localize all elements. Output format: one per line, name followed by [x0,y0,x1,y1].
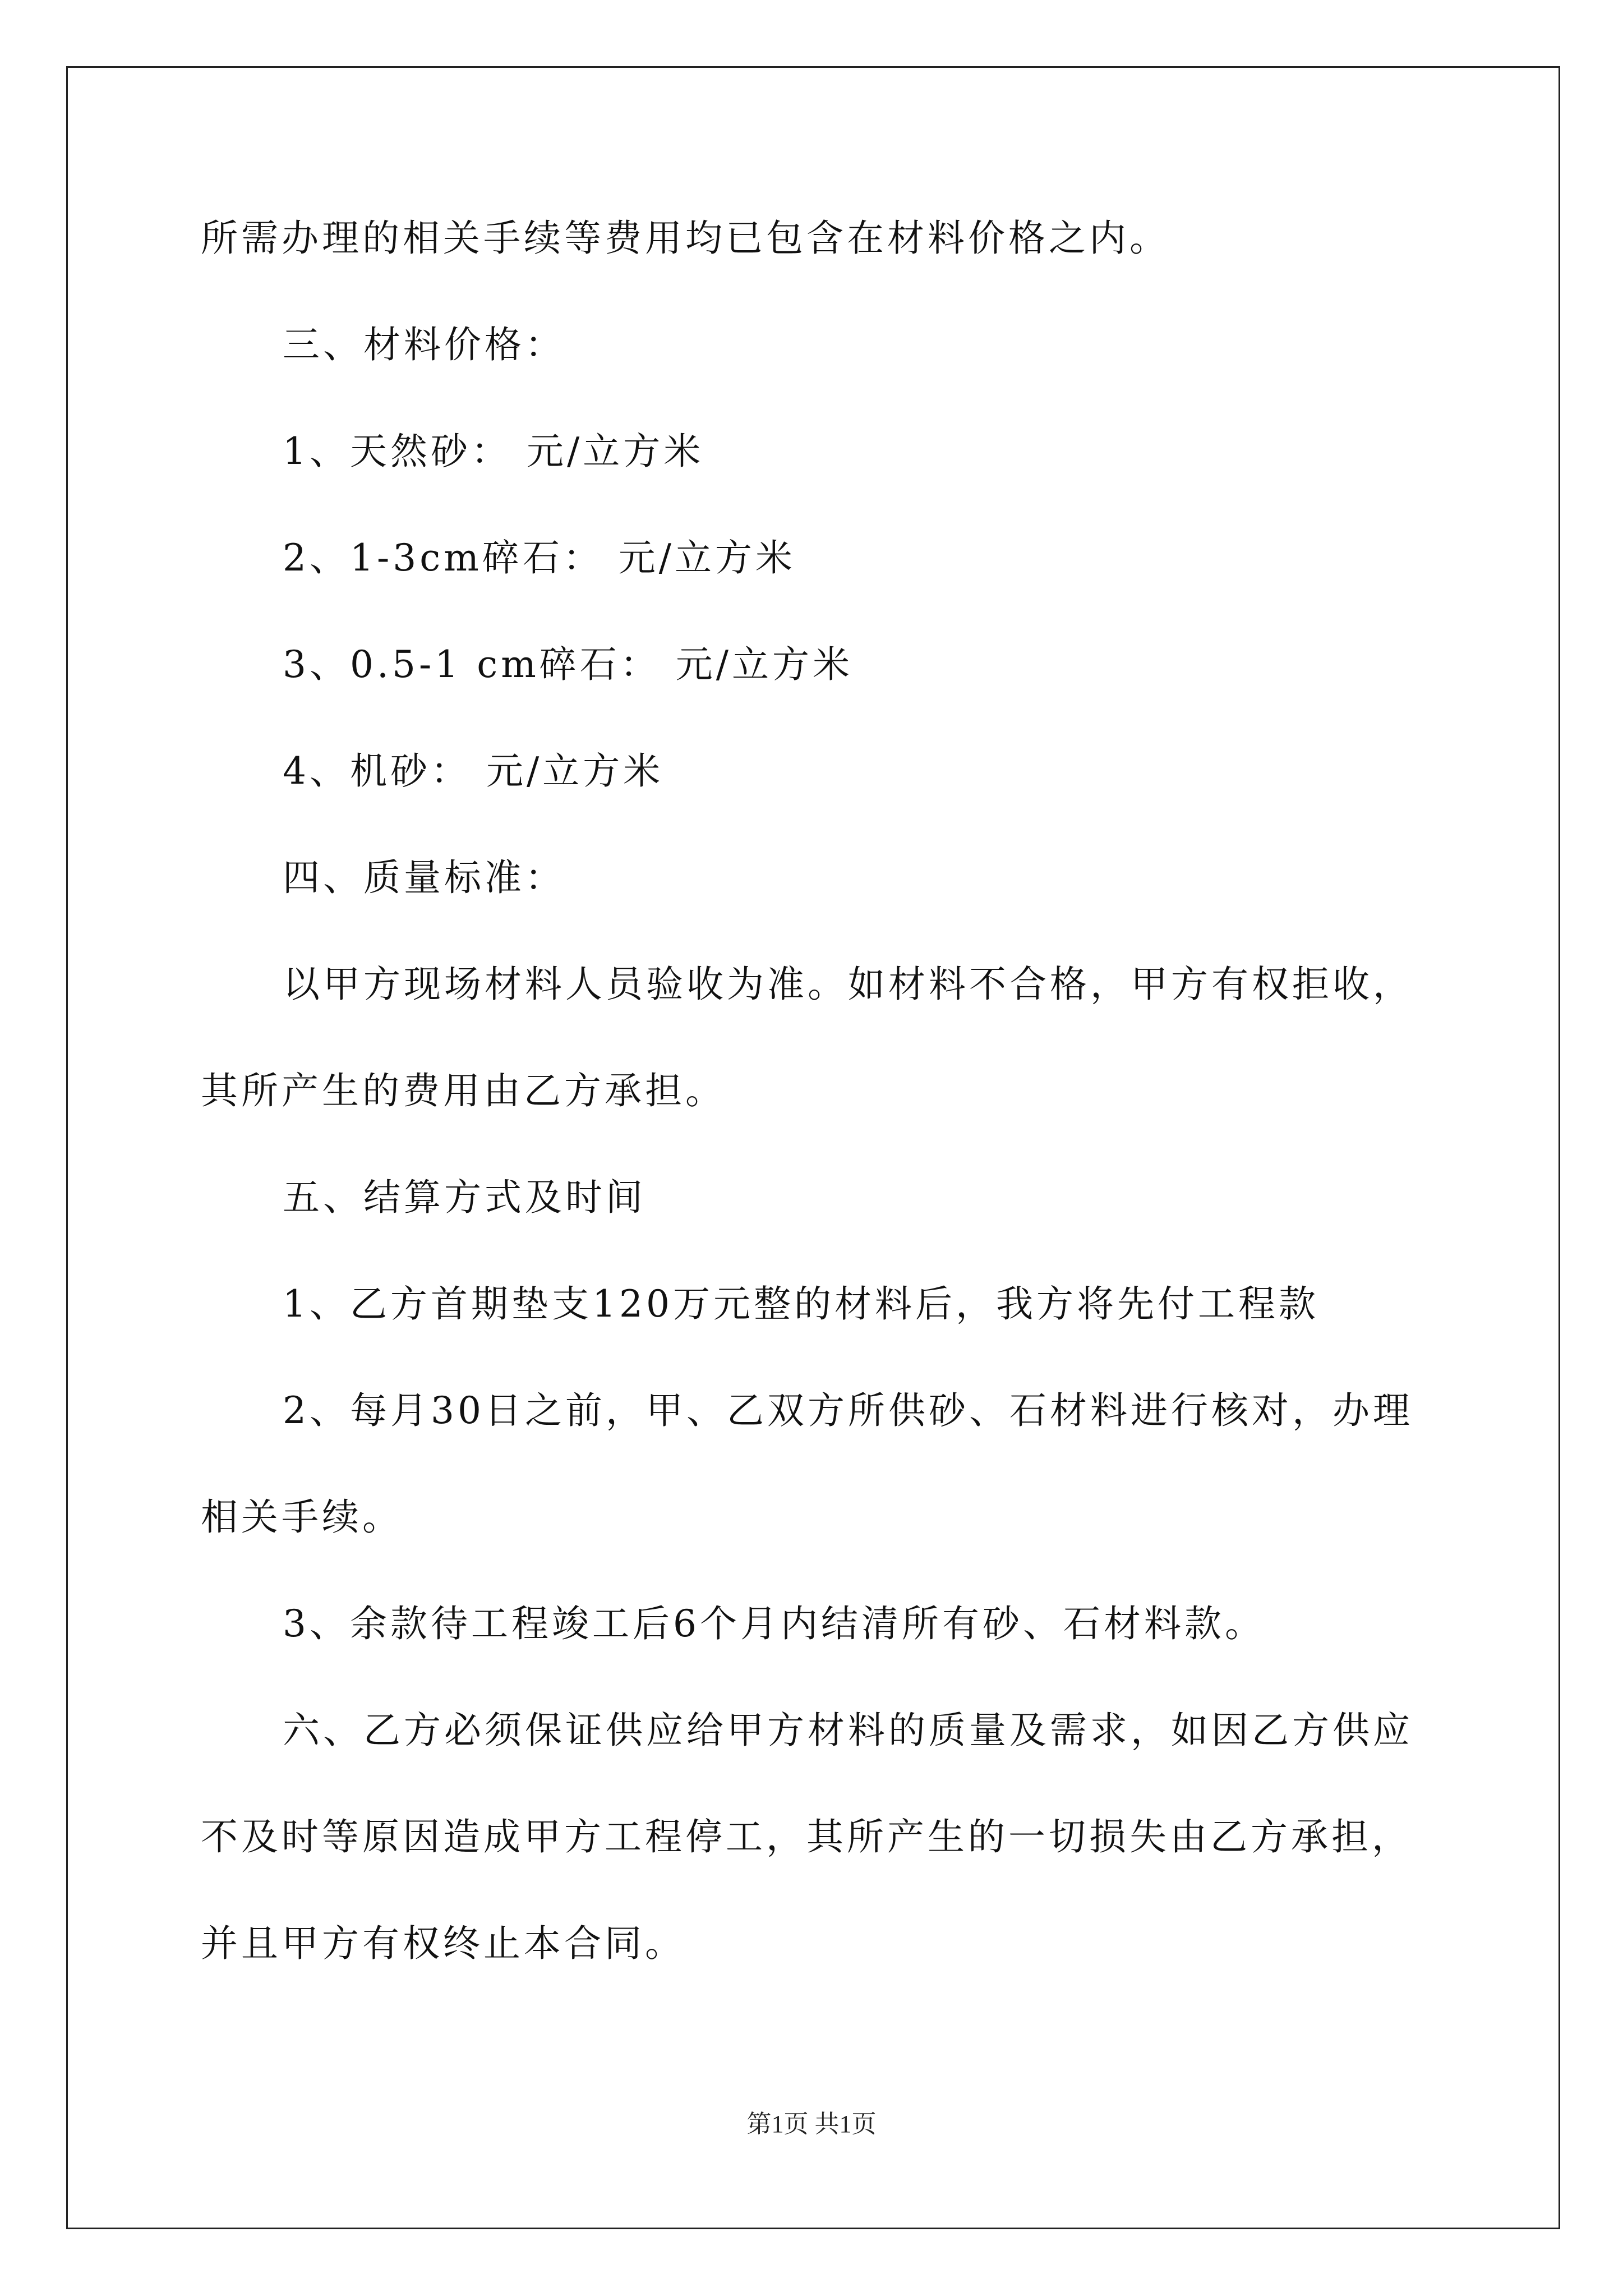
section-heading-quality: 四、质量标准： [283,856,565,899]
price-item-natural-sand: 1、天然砂： 元/立方米 [283,430,704,473]
page-border [66,66,1560,2229]
section-six-paragraph: 六、乙方必须保证供应给甲方材料的质量及需求，如因乙方供应 [283,1709,1413,1752]
paragraph-line: 以甲方现场材料人员验收为准。如材料不合格，甲方有权拒收， [283,963,1413,1006]
price-item-gravel-1-3cm: 2、1-3cm碎石： 元/立方米 [283,536,796,579]
settlement-item-2: 2、每月30日之前，甲、乙双方所供砂、石材料进行核对，办理 [283,1389,1413,1432]
settlement-item-3: 3、余款待工程竣工后6个月内结清所有砂、石材料款。 [283,1602,1265,1645]
paragraph-line: 相关手续。 [201,1496,403,1539]
paragraph-line: 其所产生的费用由乙方承担。 [201,1069,726,1112]
paragraph-line: 所需办理的相关手续等费用均已包含在材料价格之内。 [201,217,1170,260]
paragraph-line: 不及时等原因造成甲方工程停工，其所产生的一切损失由乙方承担， [201,1815,1412,1858]
section-heading-materials-price: 三、材料价格： [283,323,565,366]
settlement-item-1: 1、乙方首期垫支120万元整的材料后，我方将先付工程款 [283,1282,1319,1326]
price-item-gravel-0-5-1cm: 3、0.5-1 cm碎石： 元/立方米 [283,643,853,686]
section-heading-settlement: 五、结算方式及时间 [283,1176,646,1219]
paragraph-line: 并且甲方有权终止本合同。 [201,1922,685,1965]
price-item-machine-sand: 4、机砂： 元/立方米 [283,749,664,793]
page-number-footer: 第1页 共1页 [746,2110,877,2138]
